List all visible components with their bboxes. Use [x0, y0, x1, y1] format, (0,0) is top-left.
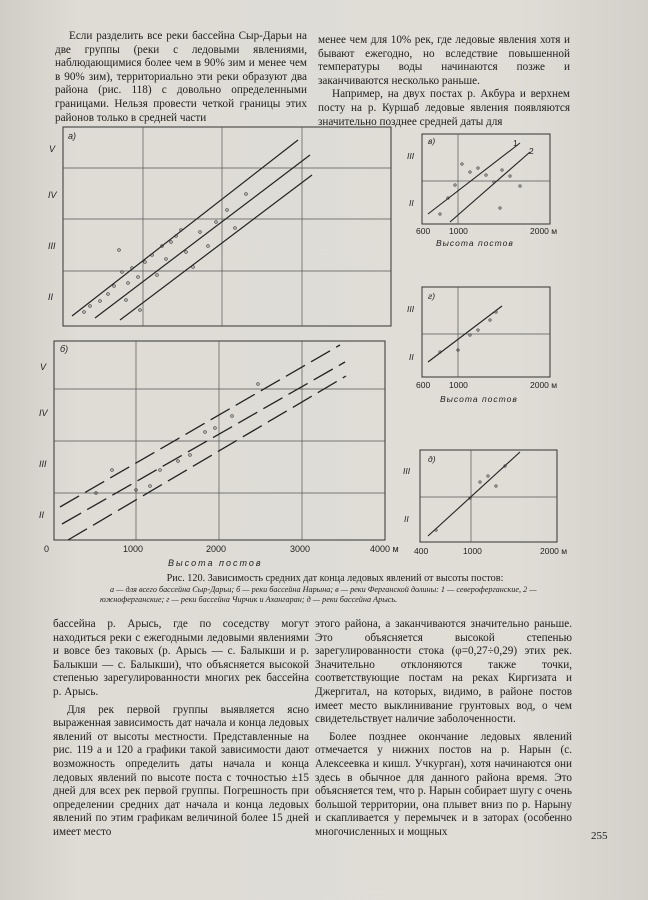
y-tick-label: IV: [48, 190, 57, 200]
y-tick-label: III: [48, 241, 56, 251]
x-tick-label: 1000: [449, 226, 468, 236]
line-label: 2: [529, 146, 534, 156]
data-point: [509, 175, 511, 177]
panel-v-label: в): [428, 136, 436, 146]
regression-line: [428, 452, 520, 536]
line-label: 1: [513, 138, 518, 148]
regression-line: [428, 143, 520, 214]
x-tick-label: 1000: [449, 380, 468, 390]
panel-d: [420, 450, 557, 542]
x-tick-label: 400: [414, 546, 429, 556]
y-tick-label: III: [403, 466, 411, 476]
page-number: 255: [591, 830, 608, 842]
data-point: [461, 163, 463, 165]
panel-b-label: б): [60, 344, 69, 354]
x-tick-label: 2000 м: [530, 380, 558, 390]
data-point: [469, 171, 471, 173]
panel-g-label: г): [428, 291, 436, 301]
panel-d-label: д): [428, 454, 436, 464]
x-tick-label: 2000 м: [540, 546, 568, 556]
panel-a-label: а): [68, 131, 77, 141]
panel-d-frame: [420, 450, 557, 542]
x-tick-label: 1000: [123, 544, 144, 554]
paragraph: Для рек первой группы выявляется ясно выраженная зависимость дат начала и конца ледовых явлений от высоты местности. Представленные на рис. 119 а и 120 а графики такой зависимости дают возможность определить даты начала и конца ледовых явлений по высоте поста с точностью ±15 дней для всех рек первой группы. Погрешность при определении средних дат начала и конца ледовых явлений по этим графикам величиной более 15 дней имеет место: [53, 703, 309, 838]
data-point: [487, 475, 489, 477]
paragraph: менее чем для 10% рек, где ледовые явления хотя и бывают ежегодно, но вследствие повышенной температуры воды начинаются позже и заканчиваются несколько раньше.: [318, 34, 570, 87]
data-point: [439, 213, 441, 215]
x-tick-label: 0: [44, 544, 50, 554]
x-tick-label: 4000 м: [370, 544, 399, 554]
paragraph: Например, на двух постах р. Акбура и верхнем посту на р. Куршаб ледовые явления появляются значительно позднее средней даты для: [318, 88, 570, 128]
text-column-bottom-left: [53, 618, 309, 840]
y-tick-label: II: [39, 510, 45, 520]
data-point: [519, 185, 521, 187]
y-tick-label: II: [409, 198, 414, 208]
y-tick-label: II: [409, 352, 414, 362]
data-point: [499, 207, 501, 209]
y-tick-label: III: [407, 151, 415, 161]
paragraph: Более позднее окончание ледовых явлений отмечается у нижних постов на р. Нарын (с. Алексеевка и кишл. Учкурган), хотя начинаются они здесь в обычное для данного района время. Это объясняется тем, что р. Нарын собирает шугу с очень большой территории, она плывет вниз по р. Нарыну и скапливается у перемычек и в заторах (особенно многочисленных и мощных: [315, 730, 572, 838]
data-point: [477, 329, 479, 331]
data-point: [489, 319, 491, 321]
paragraph: этого района, а заканчиваются значительно раньше. Это объясняется высокой степенью зарегулированности стока (φ=0,27÷0,29) этих рек. Значительно отклоняются также точки, соответствующие постам на реках Киргизата и Джергитал, на которых, видимо, в районе постов имеет место выклинивание грунтовых вод, о чем свидетельствует наличие заболоченности.: [315, 618, 572, 726]
y-tick-label: IV: [39, 408, 48, 418]
caption-title: Рис. 120. Зависимость средних дат конца ледовых явлений от высоты постов:: [166, 573, 504, 584]
paragraph: Если разделить все реки бассейна Сыр-Дарьи на две группы (реки с ледовыми явлениями, наблюдающимися более чем в 90% зим и менее чем в 90% зим), территориально эти реки образуют два района (рис. 118) с довольно определенными границами. Нельзя провести четкой границы этих районов только в средней части: [55, 30, 307, 124]
x-tick-label: 600: [416, 380, 431, 390]
y-tick-label: V: [40, 362, 47, 372]
paragraph: бассейна р. Арысь, где по соседству могут находиться реки с ежегодными ледовыми явлениями и вовсе без таковых (р. Арысь — с. Балыкши и р. Балыкши — с. Балыкши), что объясняется высокой степенью зарегулированности многих рек бассейна р. Арысь.: [53, 618, 309, 698]
panel-g-frame: [422, 287, 550, 377]
data-point: [495, 485, 497, 487]
x-tick-label: 3000: [290, 544, 311, 554]
text-column-bottom-right: [315, 618, 572, 840]
caption-legend: а — для всего бассейна Сыр-Дарьи; б — реки бассейна Нарына; в — реки Ферганской долины: 1 — североферганские, 2 — южноферганские; г — реки бассейна Чирчик и Ахангаран; д — реки бассейна Арысь.: [100, 584, 537, 605]
data-point: [485, 174, 487, 176]
y-tick-label: III: [39, 459, 47, 469]
data-point: [479, 481, 481, 483]
x-tick-label: 2000: [206, 544, 227, 554]
y-tick-label: III: [407, 304, 415, 314]
y-tick-label: II: [48, 292, 54, 302]
y-tick-label: II: [404, 514, 409, 524]
y-tick-label: V: [49, 144, 56, 154]
x-axis-label: Высота постов: [436, 238, 514, 248]
x-tick-label: 2000 м: [530, 226, 558, 236]
data-point: [501, 169, 503, 171]
data-point: [477, 167, 479, 169]
x-axis-label: Высота постов: [168, 558, 263, 568]
figure-caption: [100, 574, 570, 606]
data-point: [454, 184, 456, 186]
x-axis-label: Высота постов: [440, 394, 518, 404]
x-tick-label: 600: [416, 226, 431, 236]
panel-g: [422, 287, 550, 377]
x-tick-label: 1000: [463, 546, 482, 556]
